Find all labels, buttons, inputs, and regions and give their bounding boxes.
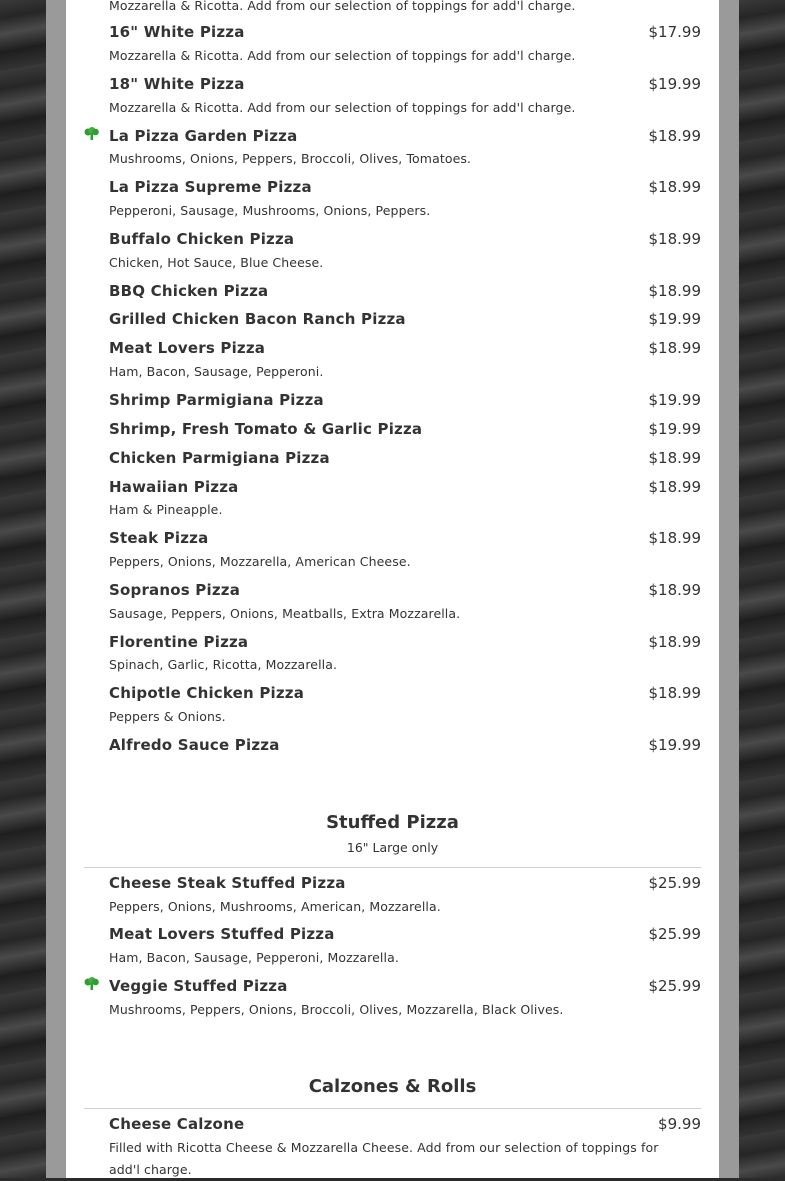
menu-item-name[interactable]: Cheese Calzone — [109, 1115, 245, 1133]
menu-item-price: $25.99 — [648, 977, 701, 995]
menu-item-price: $18.99 — [648, 449, 701, 467]
menu-item-name[interactable]: Sopranos Pizza — [109, 581, 241, 599]
menu-item-price: $18.99 — [648, 581, 701, 599]
menu-item-name[interactable]: 18" White Pizza — [109, 75, 245, 93]
item-description: Mozzarella & Ricotta. Add from our selection of toppings for add'l charge. — [109, 0, 576, 13]
section-title: Stuffed Pizza — [326, 812, 459, 833]
menu-item-name[interactable]: La Pizza Supreme Pizza — [109, 178, 312, 196]
menu-item-price: $18.99 — [648, 127, 701, 145]
item-description: Mushrooms, Onions, Peppers, Broccoli, Olives, Tomatoes. — [109, 151, 472, 166]
item-description: Ham, Bacon, Sausage, Pepperoni. — [109, 364, 324, 379]
item-description: Mozzarella & Ricotta. Add from our selection of toppings for add'l charge. — [109, 100, 576, 115]
broccoli-icon — [84, 127, 99, 141]
menu-item-price: $18.99 — [648, 178, 701, 196]
menu-item-name[interactable]: Cheese Steak Stuffed Pizza — [109, 874, 346, 892]
menu-item-price: $18.99 — [648, 633, 701, 651]
menu-item-name[interactable]: Hawaiian Pizza — [109, 478, 239, 496]
menu-item-name[interactable]: Veggie Stuffed Pizza — [109, 977, 288, 995]
menu-item-name[interactable]: Shrimp Parmigiana Pizza — [109, 391, 324, 409]
section-subtitle: 16" Large only — [346, 840, 439, 855]
menu-item-price: $19.99 — [648, 75, 701, 93]
item-description: Ham, Bacon, Sausage, Pepperoni, Mozzarella. — [109, 950, 399, 965]
menu-item-price: $18.99 — [648, 529, 701, 547]
item-description: Peppers & Onions. — [109, 709, 226, 724]
section-divider — [84, 1108, 701, 1109]
menu-item-name[interactable]: Chipotle Chicken Pizza — [109, 684, 305, 702]
menu-item-name[interactable]: Grilled Chicken Bacon Ranch Pizza — [109, 310, 406, 328]
menu-item-name[interactable]: La Pizza Garden Pizza — [109, 127, 298, 145]
menu-item-price: $18.99 — [648, 282, 701, 300]
menu-item-name[interactable]: Florentine Pizza — [109, 633, 249, 651]
item-description: add'l charge. — [109, 1162, 192, 1177]
item-description: Peppers, Onions, Mozzarella, American Cheese. — [109, 554, 411, 569]
menu-item-name[interactable]: Meat Lovers Stuffed Pizza — [109, 925, 335, 943]
menu-item-name[interactable]: Shrimp, Fresh Tomato & Garlic Pizza — [109, 420, 423, 438]
item-description: Sausage, Peppers, Onions, Meatballs, Extra Mozzarella. — [109, 606, 461, 621]
menu-item-name[interactable]: Alfredo Sauce Pizza — [109, 736, 280, 754]
background-right — [739, 0, 785, 1178]
item-description: Spinach, Garlic, Ricotta, Mozzarella. — [109, 657, 338, 672]
menu-item-price: $19.99 — [648, 420, 701, 438]
item-description: Peppers, Onions, Mushrooms, American, Mozzarella. — [109, 899, 441, 914]
menu-item-price: $18.99 — [648, 339, 701, 357]
menu-item-name[interactable]: Buffalo Chicken Pizza — [109, 230, 295, 248]
menu-item-price: $18.99 — [648, 684, 701, 702]
menu-item-name[interactable]: 16" White Pizza — [109, 23, 245, 41]
menu-item-price: $19.99 — [648, 310, 701, 328]
menu-item-name[interactable]: Meat Lovers Pizza — [109, 339, 266, 357]
menu-item-price: $9.99 — [658, 1115, 701, 1133]
item-description: Filled with Ricotta Cheese & Mozzarella Cheese. Add from our selection of toppings for — [109, 1140, 659, 1155]
menu-item-name[interactable]: Chicken Parmigiana Pizza — [109, 449, 330, 467]
section-divider — [84, 867, 701, 868]
menu-item-name[interactable]: BBQ Chicken Pizza — [109, 282, 269, 300]
menu-item-price: $19.99 — [648, 391, 701, 409]
item-description: Mozzarella & Ricotta. Add from our selection of toppings for add'l charge. — [109, 48, 576, 63]
menu-item-price: $25.99 — [648, 925, 701, 943]
item-description: Ham & Pineapple. — [109, 502, 223, 517]
menu-item-price: $19.99 — [648, 736, 701, 754]
background-left — [0, 0, 46, 1178]
menu-item-name[interactable]: Steak Pizza — [109, 529, 209, 547]
item-description: Mushrooms, Peppers, Onions, Broccoli, Olives, Mozzarella, Black Olives. — [109, 1002, 564, 1017]
menu-item-price: $18.99 — [648, 230, 701, 248]
item-description: Pepperoni, Sausage, Mushrooms, Onions, Peppers. — [109, 203, 431, 218]
section-title: Calzones & Rolls — [308, 1076, 477, 1097]
item-description: Chicken, Hot Sauce, Blue Cheese. — [109, 255, 324, 270]
menu-item-price: $18.99 — [648, 478, 701, 496]
menu-item-price: $25.99 — [648, 874, 701, 892]
broccoli-icon — [84, 977, 99, 991]
menu-item-price: $17.99 — [648, 23, 701, 41]
